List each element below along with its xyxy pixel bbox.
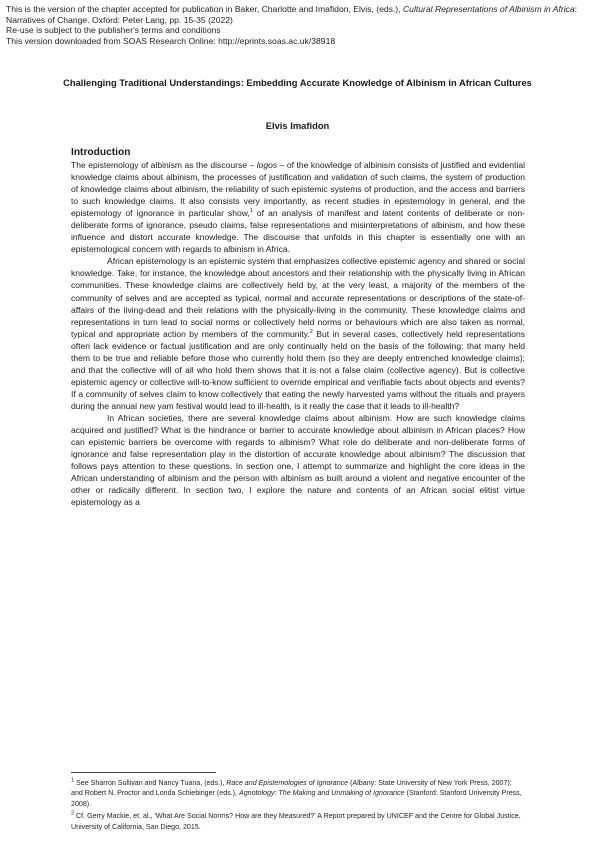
paragraph-1 bbox=[71, 159, 525, 255]
footnote-2 bbox=[71, 811, 525, 832]
footnote-ref-1[interactable]: 1 bbox=[249, 208, 253, 215]
paragraph-3: In African societies, there are several knowledge claims about albinism. How are such knowledge claims acquired and justified? What is the hindrance or barrier to accurate knowledge about albinism in African places? How can epistemic barriers be overcome with regards to albinism? What role do deliberate and non-deliberate forms of ignorance and false representation play in the distortion of accurate knowledge about albinism? The discussion that follows pays attention to these questions. In section one, I attempt to summarize and highlight the core ideas in the African understanding of albinism and the person with albinism as built around a violent and negative encounter of the other or radically different. In section two, I explore the nature and contents of an African social elitist virtue epistemology as a bbox=[71, 412, 525, 508]
paragraph-2-part-b: But in several cases, collectively held representations often lack evidence or factual justification and are only continually held on the basis of the following: that many held them to be true and reliable before those who currently hold them (so they are deeply entrenched knowledge claims); and that the collective will of all who hold them shows that it is not a false claim (collective agency). But is collective epistemic agency or collective will-to-know sufficient to override empirical and verifiable facts about objects and events? If a community of selves claim to know collectively that eating the newly harvested yams without the rituals and prayers during the annual new yam festival would lead to ill-health, is it really the case that it leads to ill-health? bbox=[71, 328, 525, 411]
paragraph-1-part-a: The epistemology of albinism as the discourse – bbox=[71, 160, 257, 170]
download-notice: This version downloaded from SOAS Research Online: http://eprints.soas.ac.uk/38918 bbox=[6, 35, 336, 46]
footnote-1 bbox=[71, 778, 525, 809]
book-title: Cultural Representations of Albinism in Africa bbox=[402, 4, 575, 14]
paragraph-2-part-a: African epistemology is an epistemic system that emphasizes collective epistemic agency and shared or social knowledge. Take, for instance, the knowledge about ancestors and their relationship with the physically living in African communities. These knowledge claims are collectively held by, at the very least, a majority of the members of the community of selves and are accepted as typical, normal and accurate representations or descriptions of the state-of-affairs of the living-dead and their relations with the physically-living in the community. These knowledge claims and representations in turn lead to social norms or collectively held norms or behaviours which are also taken as normal, typical and appropriate action by members of the community. bbox=[71, 256, 525, 339]
reuse-notice: Re-use is subject to the publisher's terms and conditions bbox=[6, 25, 221, 36]
footnote-2-text: Cf. Gerry Mackie, et. al., 'What Are Social Norms? How are they Measured?' A Report prepared by UNICEF and the Centre for Global Justice, University of California, San Diego, 2015. bbox=[71, 812, 521, 831]
paragraph-2 bbox=[71, 255, 525, 412]
footnote-1-part-a: See Sharron Sullivan and Nancy Tuana, (eds.), bbox=[74, 779, 227, 787]
footnote-1-title-1: Race and Epistemologies of Ignorance bbox=[226, 779, 349, 787]
footnote-2-number: 2 bbox=[71, 810, 75, 817]
footnote-1-part-c: (Stanford: Stanford University Press, 2008). bbox=[71, 789, 522, 808]
citation-publisher: : Narratives of Change. Oxford: Peter Lang, pp. 15-35 (2022) bbox=[6, 4, 578, 25]
paragraph-1-part-b: – of the knowledge of albinism consists of justified and evidential knowledge claims about albinism, the processes of justification and validation of such claims, the system of production of knowledge claims about albinism, the reliability of such epistemic systems of production, and the access and barriers to such knowledge claims. It also consists very importantly, as recent studies in epistemology in general, and the epistemology of ignorance in particular show, bbox=[71, 160, 525, 219]
footnote-1-title-2: Agnotology: The Making and Unmaking of Ignorance bbox=[238, 789, 405, 798]
footnote-separator bbox=[71, 772, 216, 773]
chapter-title: Challenging Traditional Understandings: Embedding Accurate Knowledge of Albinism in African Cultures bbox=[63, 77, 532, 88]
body-text bbox=[71, 159, 525, 508]
citation-line bbox=[6, 4, 590, 25]
footnotes bbox=[71, 778, 525, 834]
paragraph-1-italic: logos bbox=[256, 160, 278, 170]
section-heading-introduction: Introduction bbox=[71, 147, 131, 158]
chapter-author: Elvis Imafidon bbox=[265, 120, 330, 131]
footnote-1-part-b: (Albany: State University of New York Press, 2007); and Robert N. Proctor and Londa Schiebinger (eds.), bbox=[71, 779, 512, 798]
footnote-ref-2[interactable]: 2 bbox=[309, 328, 313, 335]
paragraph-1-part-c: of an analysis of manifest and latent contents of deliberate or non-deliberate forms of ignorance, pseudo claims, false representations and misinterpretations of albinism, and how these influence and distort accurate knowledge. The discourse that unfolds in this chapter is essentially one with an epistemological concern with regards to albinism in Africa. bbox=[71, 208, 525, 255]
citation-text: This is the version of the chapter accepted for publication in Baker, Charlotte and Imafidon, Elvis, (eds.), bbox=[6, 4, 403, 14]
footnote-1-number: 1 bbox=[71, 777, 75, 784]
repository-header bbox=[6, 4, 590, 46]
